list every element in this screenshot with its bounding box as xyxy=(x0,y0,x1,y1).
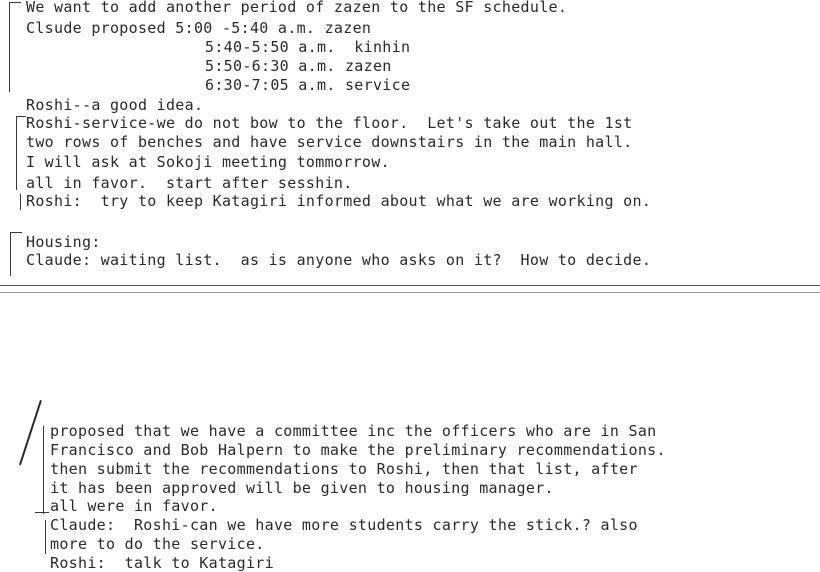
margin-bracket-tick xyxy=(35,512,49,513)
text-line: it has been approved will be given to housing manager. xyxy=(50,479,554,497)
text-line: more to do the service. xyxy=(50,535,265,553)
text-line: Roshi--a good idea. xyxy=(26,96,204,114)
text-line: Housing: xyxy=(26,233,101,251)
text-line: I will ask at Sokoji meeting tommorrow. xyxy=(26,153,390,171)
text-line: two rows of benches and have service downstairs in the main hall. xyxy=(26,133,633,151)
page-break-rule xyxy=(0,285,820,286)
margin-bracket xyxy=(43,426,44,514)
text-line: all in favor. start after sesshin. xyxy=(26,174,353,192)
text-line: 5:50-6:30 a.m. zazen xyxy=(205,57,392,75)
text-line: Francisco and Bob Halpern to make the preliminary recommendations. xyxy=(50,441,666,459)
margin-bracket xyxy=(16,116,17,190)
text-line: all were in favor. xyxy=(50,497,218,515)
text-line: Claude: Roshi-can we have more students carry the stick.? also xyxy=(50,516,638,534)
text-line: then submit the recommendations to Roshi, then that list, after xyxy=(50,460,638,478)
text-line: Roshi-service-we do not bow to the floor. Let's take out the 1st xyxy=(26,114,633,132)
text-line: We want to add another period of zazen to the SF schedule. xyxy=(26,0,568,16)
text-line: proposed that we have a committee inc the officers who are in San xyxy=(50,422,657,440)
page-break-rule xyxy=(0,292,820,293)
text-line: Claude: waiting list. as is anyone who asks on it? How to decide. xyxy=(26,251,652,269)
margin-bracket xyxy=(9,2,10,92)
margin-bracket-tick xyxy=(16,116,26,117)
text-line: Roshi: try to keep Katagiri informed about what we are working on. xyxy=(26,192,652,210)
text-line: Clsude proposed 5:00 -5:40 a.m. zazen xyxy=(26,19,372,37)
margin-bracket xyxy=(20,194,21,210)
text-line: 5:40-5:50 a.m. kinhin xyxy=(205,38,411,56)
margin-bracket-tick xyxy=(9,2,21,3)
margin-slash xyxy=(19,400,42,465)
text-line: 6:30-7:05 a.m. service xyxy=(205,76,411,94)
margin-bracket xyxy=(45,520,46,554)
margin-bracket-tick xyxy=(10,232,22,233)
margin-bracket xyxy=(10,232,11,276)
text-line: Roshi: talk to Katagiri xyxy=(50,554,274,572)
